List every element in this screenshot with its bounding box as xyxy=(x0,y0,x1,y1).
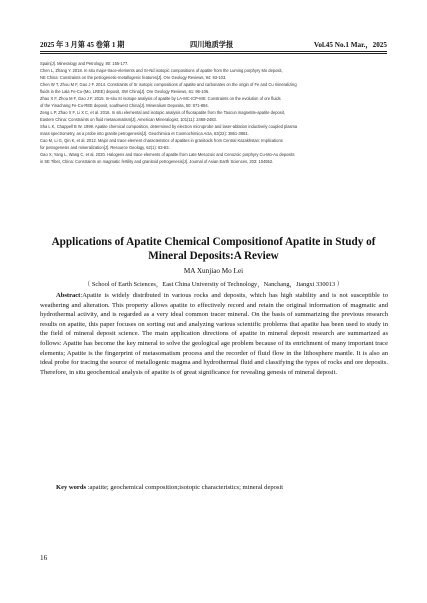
abstract-text: :Apatite is widely distributed in various rocks and deposits, which has high stability and is not susceptible to weathering and alteration. This property allows apatite to effectively record and retain the original information of magmatic and hydrothermal activity, and is regarded as a very ideal common tracer mineral. On the basis of summarizing the previous research results on apatite, this paper focuses on sorting out and analyzing various scientific problems that apatite has been used to study in the field of mineral deposit science. The main application directions of apatite in mineral deposit research are summarized as follows: Apatite has become the key mineral to solve the geological age problem because of its enrichment of many important trace elements; Apatite is the fingerprint of metasomatism process and the recorder of fluid flow in the lithosphere mantle. It is also an ideal probe for tracing the source of metallogenic magma and hydrothermal fluid and classifying the types of rocks and ore deposits. Therefore, in situ geochemical analysis of apatite is of great significance for revealing genesis of mineral deposit. xyxy=(40,292,388,376)
journal-issue: 2025 年 3 月第 45 卷第 1 期 xyxy=(40,41,125,49)
reference-line: mass spectrometry, as a probe into granite petrogenesis[J]. Geochimica et Cosmochimica Acta, 63(22): 3861-3881. xyxy=(40,131,249,136)
volume-info: Vol.45 No.1 Mar.，2025 xyxy=(313,41,387,49)
author-list: MA Xunjiao Mo Lei xyxy=(183,267,244,275)
reference-line: fluids in the Lala Fe-Cu-(Mo, LREE) deposit, SW China[J]. Ore Geology Reviews, 61: 96-106. xyxy=(40,89,210,94)
abstract-label: Abstract xyxy=(56,292,81,299)
journal-name: 四川地质学报 xyxy=(190,41,234,49)
reference-line: Zeng L P, Zhao X F, Li X C, et al. 2016. In situ elemental and isotopic analysis of fluorapatite from the Taocun magnetite-apatite deposit, xyxy=(40,110,286,115)
reference-line: Spain[J]. Mineralogy and Petrology, 80: 155-177. xyxy=(40,61,129,66)
keywords xyxy=(40,483,388,493)
keywords-text: :apatite; geochemical composition;isotopic characteristics; mineral deposit xyxy=(86,484,284,491)
reference-line: Chen W T, Zhou M F, Gao J F. 2014. Constraints of Sr isotopic compositions of apatite and carbonates on the origin of Fe and Cu mineralizing xyxy=(40,82,297,87)
reference-line: NE China: Constraints on the petrogenetic-metallogenic features[J]. Ore Geology Reviews, 94: 93-103. xyxy=(40,75,227,80)
reference-line: in SE Tibet, China: Constraints on magmatic fertility and granitoid petrogenesis[J]. Journal of Asian Earth Sciences, 203: 104552. xyxy=(40,159,274,164)
reference-list xyxy=(40,60,390,165)
reference-line: Cao M, Li G, Qin K, et al. 2012. Major and trace element characteristics of apatites in granitoids from Central Kazakhstan: Implications xyxy=(40,138,283,143)
paper-title: Applications of Apatite Chemical Compositionof Apatite in Study of Mineral Deposits:A Review xyxy=(51,236,376,262)
reference-line: Eastern China: Constraints on fluid metasomatism[J]. American Mineralogist, 101(11): 2468-2483. xyxy=(40,117,217,122)
header-rule-thin xyxy=(40,53,387,54)
reference-line: Gao X, Yang L, Wang C, et al. 2020. Halogens and trace elements of apatite from Late Mesozoic and Cenozoic porphyry Cu-Mo-Au deposits xyxy=(40,152,295,157)
abstract xyxy=(40,291,388,377)
header-rule-thick xyxy=(40,51,387,52)
reference-line: Zhao X F, Zhou M F, Gao J F. 2015. In-situ Sr isotope analysis of apatite by LA-MC-ICP-MS: Constraints on the evolution of ore fluids xyxy=(40,96,281,101)
reference-line: of the Yinachang Fe-Cu-REE deposit, southwest China[J]. Mineralium Deposita, 50: 871-884. xyxy=(40,103,209,108)
reference-line: Chen L, Zhang Y. 2018. In situ major-trace-elements and Sr-Nd isotopic compositions of apatite from the Luming porphyry Mo deposit, xyxy=(40,68,283,73)
author-affiliation: （ School of Earth Sciences，East China University of Technology，Nanchang，Jiangxi 330013 ） xyxy=(83,281,344,288)
page-number: 16 xyxy=(40,554,48,562)
reference-line: for petrogenesis and mineralization[J]. Resource Geology, 62(1): 63-83. xyxy=(40,145,170,150)
reference-line: Sha L K, Chappell B W. 1999. Apatite chemical composition, determined by electron microprobe and laser-ablation inductively coupled plasma xyxy=(40,124,298,129)
keywords-label: Key words xyxy=(56,484,87,491)
